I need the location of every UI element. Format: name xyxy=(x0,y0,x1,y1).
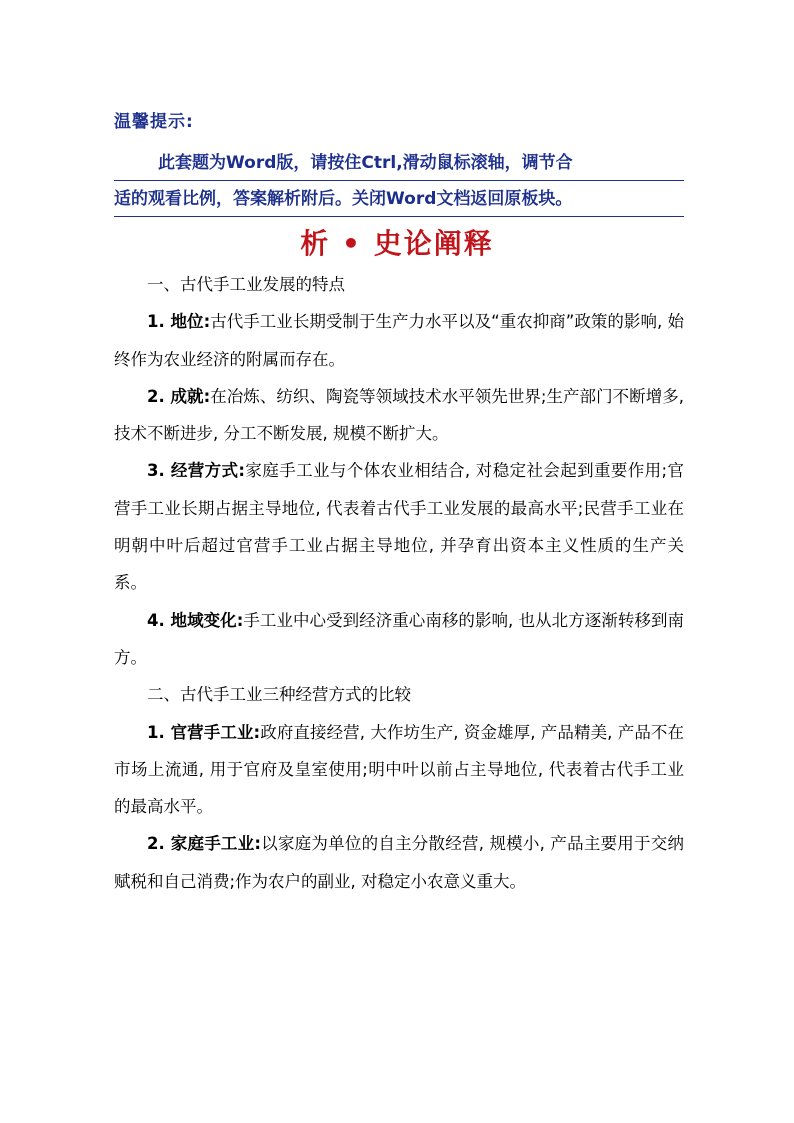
term-regional-change: 4. 地域变化: xyxy=(147,610,244,630)
text-status: 古代手工业长期受制于生产力水平以及“重农抑商”政策的影响, 始终作为农业经济的附属而存在。 xyxy=(114,312,684,369)
tip-line-2: 适的观看比例，答案解析附后。关闭Word文档返回原板块。 xyxy=(114,181,684,217)
tip-label: 温馨提示: xyxy=(114,112,194,132)
text-family-handicraft: 以家庭为单位的自主分散经营, 规模小, 产品主要用于交纳赋税和自己消费;作为农户的副业, 对稳定小农意义重大。 xyxy=(114,834,684,891)
text-regional-change: 手工业中心受到经济重心南移的影响, 也从北方逐渐转移到南方。 xyxy=(114,610,684,667)
text-official-handicraft: 政府直接经营, 大作坊生产, 资金雄厚, 产品精美, 产品不在市场上流通, 用于官府及皇室使用;明中叶以前占主导地位, 代表着古代手工业的最高水平。 xyxy=(114,722,685,817)
section-title: 析 • 史论阐释 xyxy=(300,227,494,260)
term-achievement: 2. 成就: xyxy=(147,386,211,406)
paragraph-official-handicraft xyxy=(114,714,684,826)
paragraph-status xyxy=(114,303,684,378)
document-body xyxy=(114,266,684,900)
term-family-handicraft: 2. 家庭手工业: xyxy=(147,834,261,854)
text-achievement: 在冶炼、纺织、陶瓷等领域技术水平领先世界;生产部门不断增多, 技术不断进步, 分工不断发展, 规模不断扩大。 xyxy=(114,386,685,444)
paragraph-business-mode xyxy=(114,452,684,601)
paragraph-family-handicraft xyxy=(114,825,684,900)
section-heading-2: 二、古代手工业三种经营方式的比较 xyxy=(147,685,411,705)
term-status: 1. 地位: xyxy=(147,312,211,332)
tip-line-1: 此套题为Word版，请按住Ctrl,滑动鼠标滚轴，调节合 xyxy=(114,145,684,181)
section-heading-1: 一、古代手工业发展的特点 xyxy=(147,275,345,294)
text-business-mode: 家庭手工业与个体农业相结合, 对稳定社会起到重要作用;官营手工业长期占据主导地位, 代表着古代手工业发展的最高水平;民营手工业在明朝中叶后超过官营手工业占据主导地位, 并孕育出资本主义性质的生产关系。 xyxy=(114,461,684,593)
paragraph-achievement xyxy=(114,378,684,453)
paragraph-regional-change xyxy=(114,602,684,677)
term-official-handicraft: 1. 官营手工业: xyxy=(147,722,261,742)
tip-notice xyxy=(114,145,684,217)
term-business-mode: 3. 经营方式: xyxy=(147,461,246,481)
